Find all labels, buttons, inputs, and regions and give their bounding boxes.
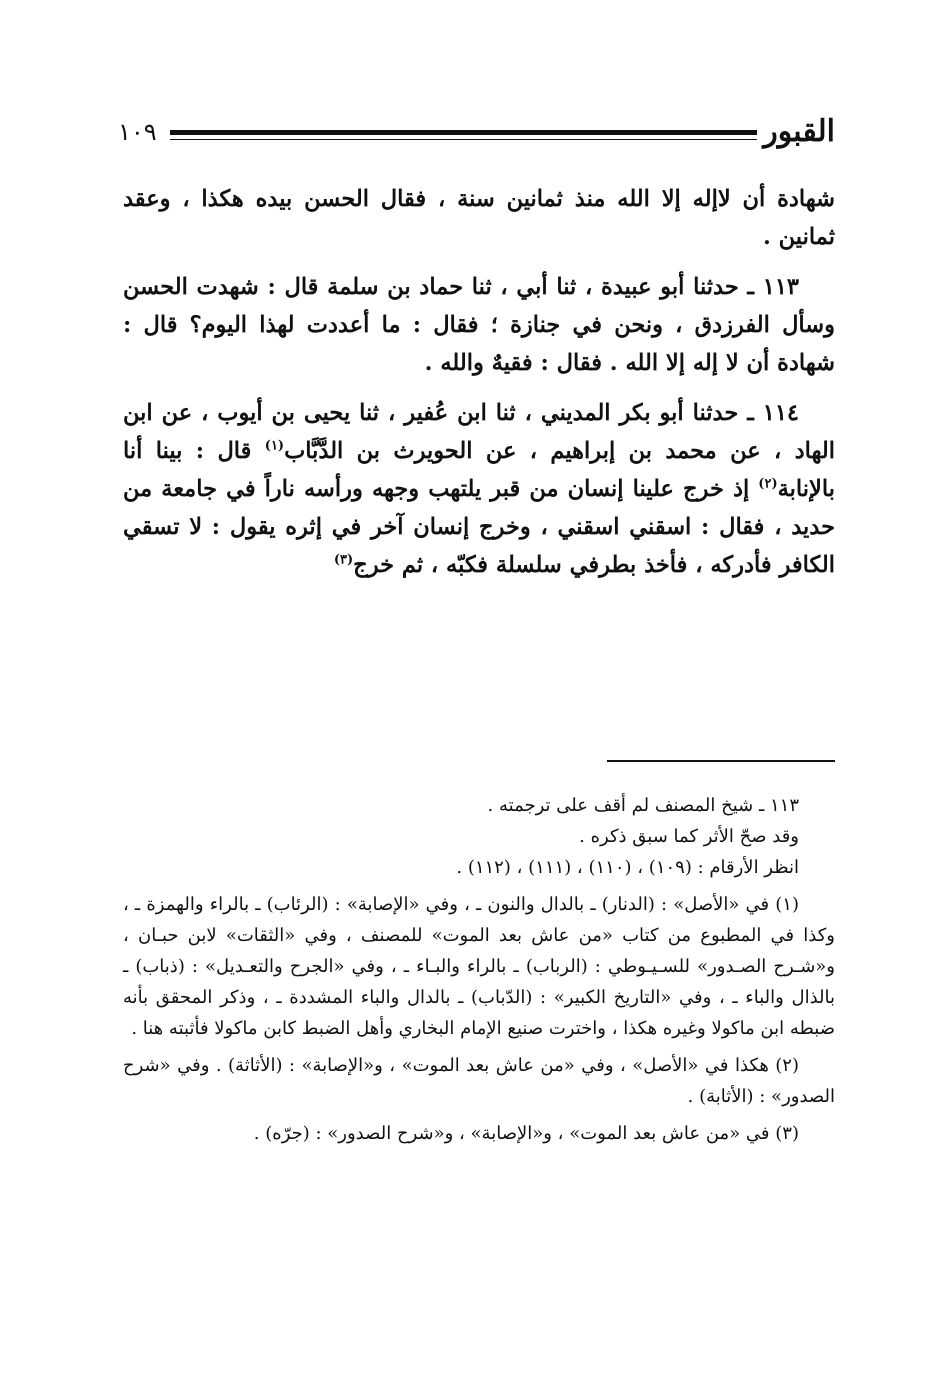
running-title: القبور [763, 114, 835, 149]
paragraph-114-part-3: إذ خرج علينا إنسان من قبر يلتهب وجهه ورأسه ناراً في جامعة من حديد ، فقال : اسقني اسقني ، وخرج إنسان آخر في إثره يقول : لا تسقي الكافر فأدركه ، فأخذ بطرفي سلسلة فكبّه ، ثم خرج [123, 476, 835, 578]
note-113-line-1: ١١٣ ـ شيخ المصنف لم أقف على ترجمته . [487, 795, 799, 816]
footnote-2: (٢) هكذا في «الأصل» ، وفي «من عاش بعد الموت» ، و«الإصابة» : (الأثاثة) . وفي «شرح الصدور» : (الأثابة) . [123, 1055, 835, 1107]
footnotes [123, 790, 835, 1149]
note-113-line-2: وقد صحّ الأثر كما سبق ذكره . [579, 826, 799, 847]
footnote-1: (١) في «الأصل» : (الدنار) ـ بالدال والنون ـ ، وفي «الإصابة» : (الرئاب) ـ بالراء والهمزة ـ ، وكذا في المطبوع من كتاب «من عاش بعد الموت» للمصنف ، وفي «الثقات» لابن حبـان ، و«شـرح الصـدور» للسـيـوطي : (الرباب) ـ بالراء والبـاء ـ ، وفي «الجرح والتعـديل» : (ذباب) ـ بالذال والباء ـ ، وفي «التاريخ الكبير» : (الدّباب) ـ بالدال والباء المشددة ـ ، وذكر المحقق بأنه ضبطه ابن ماكولا وغيره هكذا ، واخترت صنيع الإمام البخاري وأهل الضبط كابن ماكولا فأثبته هنا . [123, 894, 835, 1039]
footnote-ref-2: (٢) [758, 476, 778, 492]
page-header [118, 112, 835, 156]
paragraph-114 [123, 394, 835, 584]
paragraph-114-part-2: قال : بينا أنا بالإنابة [123, 438, 835, 502]
paragraph-113: ١١٣ ـ حدثنا أبو عبيدة ، ثنا أبي ، ثنا حماد بن سلمة قال : شهدت الحسن وسأل الفرزدق ، ونحن في جنازة ؛ فقال : ما أعددت لهذا اليوم؟ قال : شهادة أن لا إله إلا الله . فقال : فقيهٌ والله . [123, 274, 835, 376]
paragraph-continuation: شهادة أن لاإله إلا الله منذ ثمانين سنة ، فقال الحسن بيده هكذا ، وعقد ثمانين . [123, 186, 835, 250]
footnote-3: (٣) في «من عاش بعد الموت» ، و«الإصابة» ، و«شرح الصدور» : (جرّه) . [253, 1123, 799, 1144]
header-rule-thin [170, 139, 757, 140]
footnote-ref-3: (٣) [333, 552, 354, 568]
footnote-separator [607, 760, 835, 762]
note-113-line-3: انظر الأرقام : (١٠٩) ، (١١٠) ، (١١١) ، (١١٢) . [456, 857, 799, 878]
paragraph-114-part-1: ١١٤ ـ حدثنا أبو بكر المديني ، ثنا ابن عُفير ، ثنا يحيى بن أيوب ، عن ابن الهاد ، عن محمد بن إبراهيم ، عن الحويرث بن الدَّبَّاب [123, 400, 835, 464]
header-rule [170, 130, 757, 135]
page-number: ١٠٩ [118, 118, 157, 146]
footnote-ref-1: (١) [264, 438, 285, 454]
main-text [123, 180, 835, 596]
